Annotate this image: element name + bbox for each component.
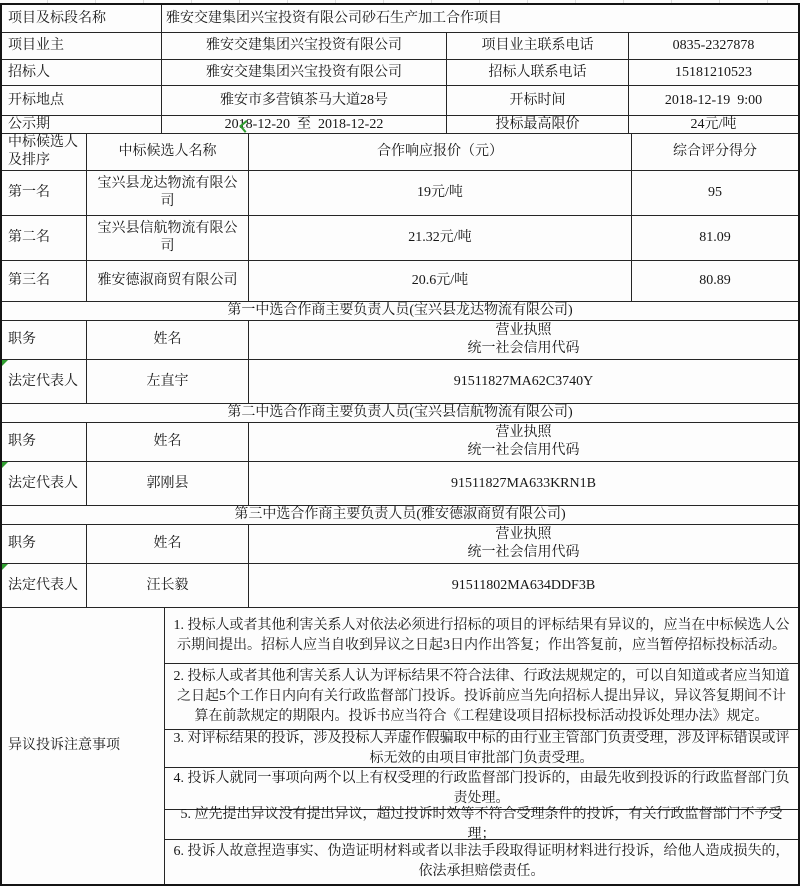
tenderer-value: 雅安交建集团兴宝投资有限公司 <box>162 60 447 85</box>
owner-phone-value: 0835-2327878 <box>672 38 755 53</box>
duty-header: 职务 <box>2 525 87 563</box>
candidate-score: 95 <box>708 185 722 200</box>
license-header <box>249 423 798 461</box>
excel-error-indicator-icon <box>2 564 8 570</box>
notice-item-1: 1. 投标人或者其他利害关系人对依法必须进行招标的项目的评标结果有异议的，应当在中标候选人公示期间提出。招标人应当自收到异议之日起3日内作出答复；作出答复前，应当暂停招标投标活动。 <box>165 608 798 664</box>
legal-rep-label <box>2 564 87 607</box>
legal-rep-label <box>2 462 87 505</box>
winner-2-header-row <box>2 423 798 462</box>
candidates-price-header: 合作响应报价（元） <box>249 134 632 170</box>
owner-phone-label: 项目业主联系电话 <box>447 33 629 59</box>
table-row-tenderer <box>2 60 798 86</box>
notice-item-4: 4. 投诉人就同一事项向两个以上有权受理的行政监督部门投诉的，由最先收到投诉的行政监督部门负责处理。 <box>165 768 798 810</box>
legal-rep-name: 左直宇 <box>87 360 249 403</box>
candidate-rank: 第一名 <box>2 171 87 215</box>
license-header <box>249 525 798 563</box>
candidate-score: 81.09 <box>699 230 731 245</box>
credit-code: 91511827MA62C3740Y <box>453 373 594 389</box>
candidate-price: 20.6元/吨 <box>249 261 632 301</box>
candidates-name-header: 中标候选人名称 <box>87 134 249 170</box>
publicity-period-label: 公示期 <box>2 116 162 133</box>
excel-error-indicator-icon <box>2 360 8 366</box>
license-header-line2: 统一社会信用代码 <box>467 443 580 458</box>
winner-3-title: 第三中选合作商主要负责人员(雅安德淑商贸有限公司) <box>234 507 566 522</box>
license-header <box>249 321 798 359</box>
license-header-line1: 营业执照 <box>495 323 552 338</box>
license-header-line1: 营业执照 <box>495 425 552 440</box>
candidate-name: 雅安德淑商贸有限公司 <box>87 261 249 301</box>
candidate-row-2 <box>2 216 798 261</box>
excel-error-indicator-icon <box>2 462 8 468</box>
max-price-label: 投标最高限价 <box>447 116 629 133</box>
credit-code: 91511827MA633KRN1B <box>451 475 596 491</box>
winner-2-title: 第二中选合作商主要负责人员(宝兴县信航物流有限公司) <box>227 405 573 420</box>
candidate-rank: 第三名 <box>2 261 87 301</box>
winner-1-title: 第一中选合作商主要负责人员(宝兴县龙达物流有限公司) <box>227 303 573 318</box>
owner-label: 项目业主 <box>2 33 162 59</box>
winner-2-value-row <box>2 462 798 506</box>
notice-item-3: 3. 对评标结果的投诉，涉及投标人弄虚作假骗取中标的由行业主管部门负责受理，涉及评标错误或评标无效的由项目审批部门负责受理。 <box>165 730 798 768</box>
owner-value: 雅安交建集团兴宝投资有限公司 <box>162 33 447 59</box>
opening-time-label: 开标时间 <box>447 86 629 115</box>
tenderer-phone-label: 招标人联系电话 <box>447 60 629 85</box>
candidates-score-header: 综合评分得分 <box>673 144 757 159</box>
winner-2-title-row <box>2 404 798 423</box>
winner-3-header-row <box>2 525 798 564</box>
table-row-project <box>2 5 798 33</box>
notice-row <box>2 608 798 884</box>
candidate-name: 宝兴县龙达物流有限公司 <box>87 171 249 215</box>
legal-rep-label-text: 法定代表人 <box>8 577 78 593</box>
candidate-row-1 <box>2 171 798 216</box>
candidates-rank-header: 中标候选人及排序 <box>2 134 87 170</box>
tenderer-label: 招标人 <box>2 60 162 85</box>
legal-rep-label-text: 法定代表人 <box>8 475 78 491</box>
notice-label: 异议投诉注意事项 <box>2 608 165 884</box>
notice-items <box>165 608 798 884</box>
candidate-rank: 第二名 <box>2 216 87 260</box>
name-header: 姓名 <box>87 423 249 461</box>
project-name-value: 雅安交建集团兴宝投资有限公司砂石生产加工合作项目 <box>166 10 502 26</box>
candidate-price: 21.32元/吨 <box>249 216 632 260</box>
candidates-header-row <box>2 134 798 171</box>
candidate-price: 19元/吨 <box>249 171 632 215</box>
candidate-name: 宝兴县信航物流有限公司 <box>87 216 249 260</box>
table-row-publicity <box>2 116 798 134</box>
winner-1-value-row <box>2 360 798 404</box>
candidate-score: 80.89 <box>699 273 731 288</box>
notice-item-2: 2. 投标人或者其他利害关系人认为评标结果不符合法律、行政法规规定的，可以自知道或者应当知道之日起5个工作日内向有关行政监督部门投诉。投诉前应当先向招标人提出异议，异议答复期间不计算在前款规定的期限内。投诉书应当符合《工程建设项目招标投标活动投诉处理办法》规定。 <box>165 664 798 730</box>
legal-rep-label <box>2 360 87 403</box>
legal-rep-label-text: 法定代表人 <box>8 373 78 389</box>
winner-1-title-row <box>2 302 798 321</box>
duty-header: 职务 <box>2 321 87 359</box>
name-header: 姓名 <box>87 321 249 359</box>
candidate-row-3 <box>2 261 798 302</box>
table-row-owner <box>2 33 798 60</box>
notice-item-5: 5. 应先提出异议没有提出异议，超过投诉时效等不符合受理条件的投诉，有关行政监督部门不予受理； <box>165 810 798 840</box>
opening-place-label: 开标地点 <box>2 86 162 115</box>
project-name-label: 项目及标段名称 <box>2 5 162 32</box>
legal-rep-name: 郭刚县 <box>87 462 249 505</box>
credit-code: 91511802MA634DDF3B <box>451 577 596 593</box>
license-header-line2: 统一社会信用代码 <box>467 545 580 560</box>
winner-3-value-row <box>2 564 798 608</box>
tenderer-phone-value: 15181210523 <box>675 64 752 80</box>
name-header: 姓名 <box>87 525 249 563</box>
opening-place-value: 雅安市多营镇茶马大道28号 <box>162 86 447 115</box>
table-row-opening <box>2 86 798 116</box>
opening-time-value: 2018-12-19 9:00 <box>664 92 763 108</box>
legal-rep-name: 汪长毅 <box>87 564 249 607</box>
bid-result-table <box>0 3 800 886</box>
notice-item-6: 6. 投诉人故意捏造事实、伪造证明材料或者以非法手段取得证明材料进行投诉，给他人造成损失的，依法承担赔偿责任。 <box>173 844 790 879</box>
winner-3-title-row <box>2 506 798 525</box>
winner-1-header-row <box>2 321 798 360</box>
publicity-period-value: 2018-12-20 至 2018-12-22 <box>162 116 447 133</box>
duty-header: 职务 <box>2 423 87 461</box>
license-header-line2: 统一社会信用代码 <box>467 341 580 356</box>
max-price-value: 24元/吨 <box>690 116 737 132</box>
license-header-line1: 营业执照 <box>495 527 552 542</box>
